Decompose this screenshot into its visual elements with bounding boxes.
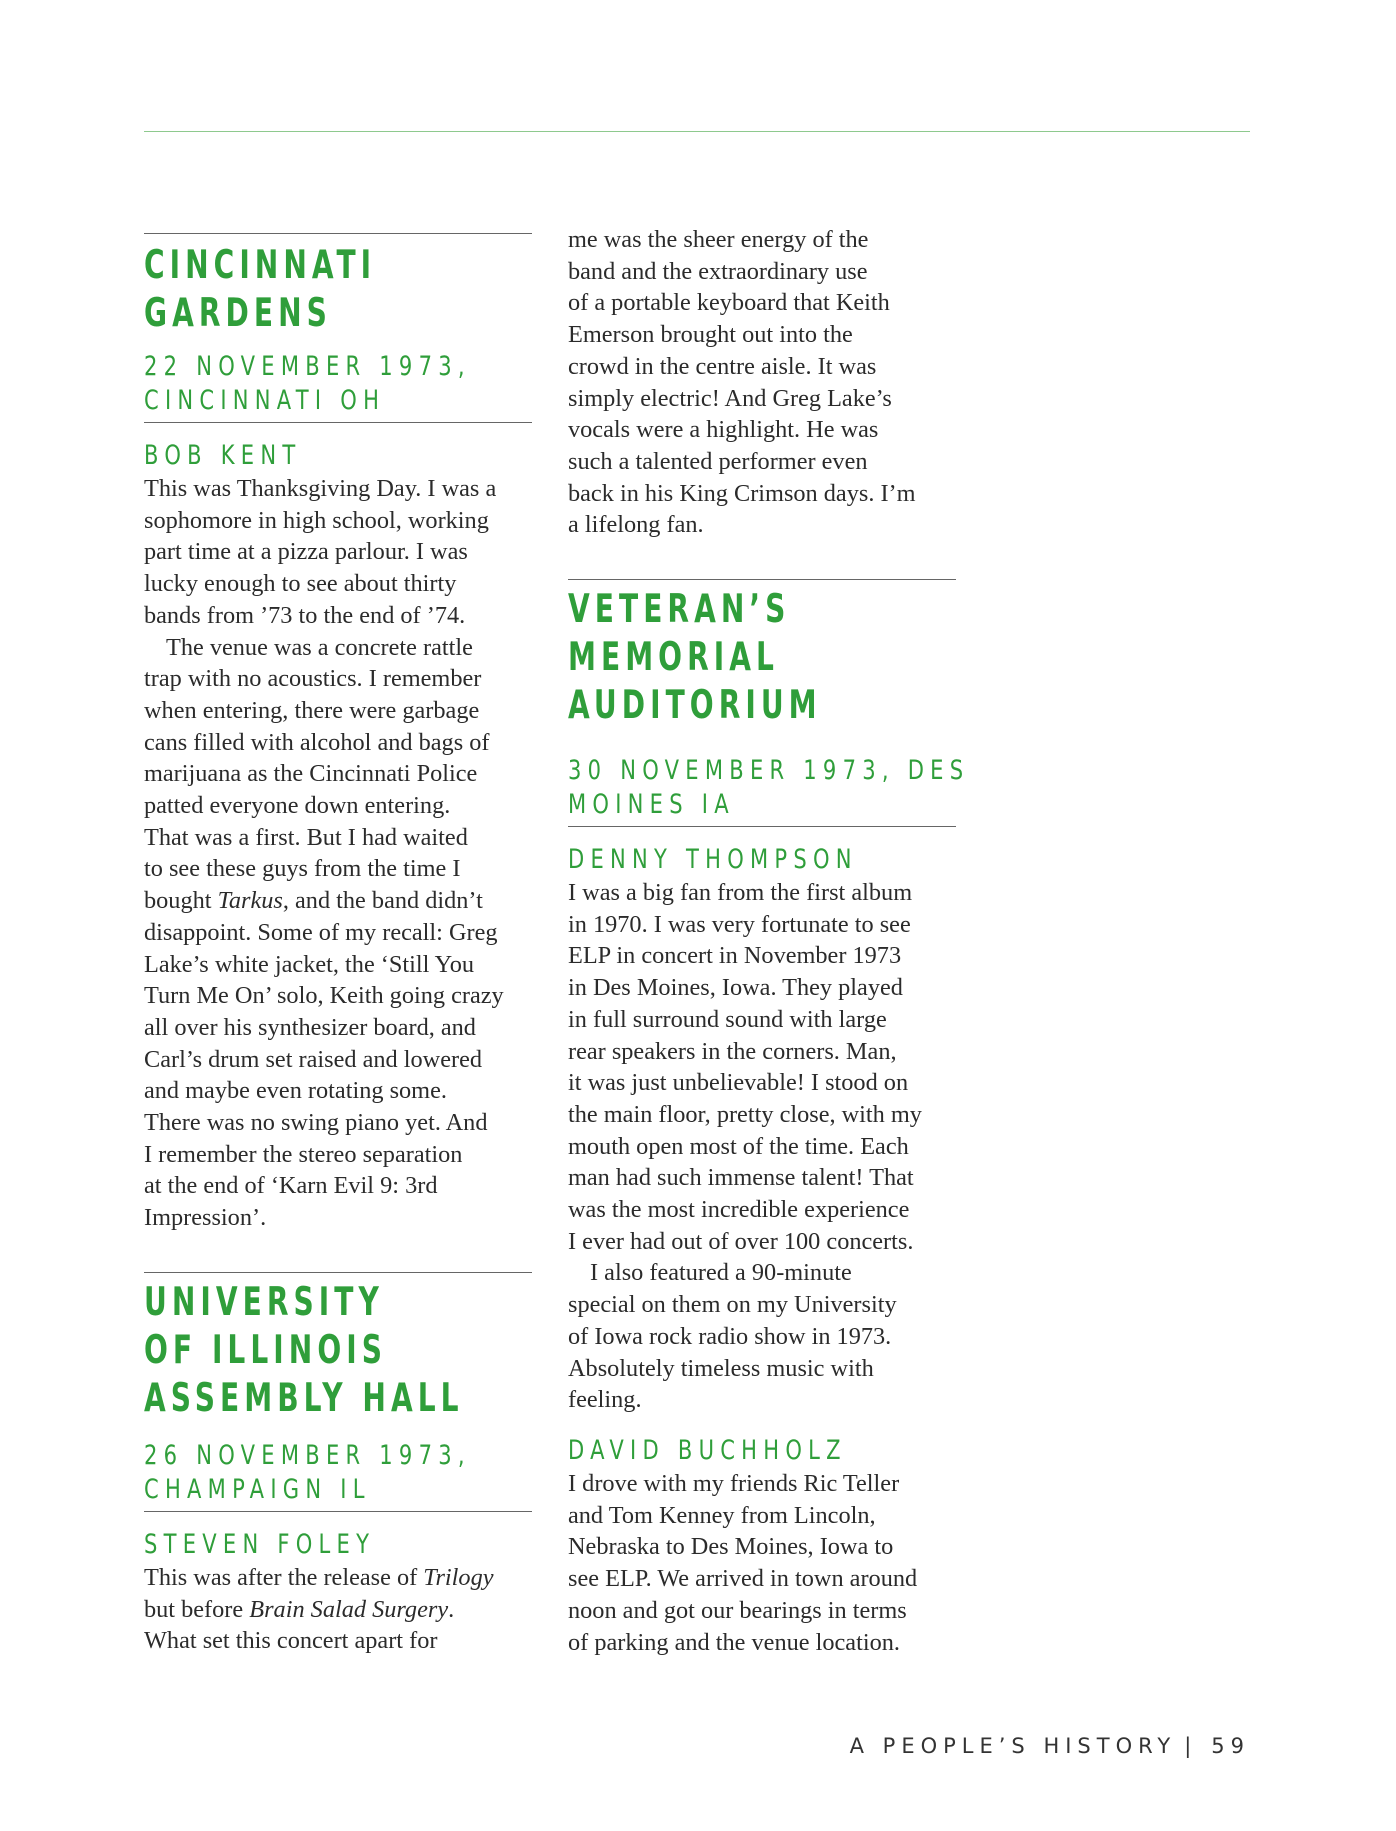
album-title: Tarkus xyxy=(217,887,283,915)
text-line: it was just unbelievable! I stood on xyxy=(568,1069,909,1097)
text-line: back in his King Crimson days. I’m xyxy=(568,479,916,507)
text-line: Carl’s drum set raised and lowered xyxy=(144,1045,483,1073)
text-line: such a talented performer even xyxy=(568,447,868,475)
text-line: Nebraska to Des Moines, Iowa to xyxy=(568,1533,894,1561)
text-line: The venue was a concrete rattle xyxy=(166,633,473,661)
story-text xyxy=(568,877,956,1416)
text-line: Impression’. xyxy=(144,1204,267,1232)
left-column xyxy=(144,233,532,1657)
paragraph-1 xyxy=(568,877,956,1257)
text-line: special on them on my University xyxy=(568,1291,897,1319)
text-line: Turn Me On’ solo, Keith going crazy xyxy=(144,982,504,1010)
text-line: rear speakers in the corners. Man, xyxy=(568,1037,897,1065)
paragraph-1 xyxy=(144,473,532,632)
text-line: when entering, there were garbage xyxy=(144,696,480,724)
text-line: Absolutely timeless music with xyxy=(568,1354,874,1382)
text-line: noon and got our bearings in terms xyxy=(568,1596,907,1624)
story-text xyxy=(144,473,532,1234)
story-text-continued xyxy=(568,224,956,541)
text-line: I drove with my friends Ric Teller xyxy=(568,1469,900,1497)
text-line: bought Tarkus, and the band didn’t xyxy=(144,887,483,915)
text-line: band and the extraordinary use xyxy=(568,257,868,285)
text-line: I ever had out of over 100 concerts. xyxy=(568,1227,914,1255)
story-text xyxy=(568,1468,956,1658)
page-number: 59 xyxy=(1211,1734,1250,1758)
text-line: cans filled with alcohol and bags of xyxy=(144,728,490,756)
text-line: mouth open most of the time. Each xyxy=(568,1132,909,1160)
book-title: A PEOPLE’S HISTORY xyxy=(849,1734,1177,1758)
author-name: DAVID BUCHHOLZ xyxy=(568,1434,847,1466)
text-line: all over his synthesizer board, and xyxy=(144,1013,476,1041)
text-line: disappoint. Some of my recall: Greg xyxy=(144,918,498,946)
text-line: I also featured a 90-minute xyxy=(590,1259,852,1287)
text-line: in 1970. I was very fortunate to see xyxy=(568,910,911,938)
author-name: STEVEN FOLEY xyxy=(144,1528,376,1560)
story-text xyxy=(144,1562,532,1657)
author-name: DENNY THOMPSON xyxy=(568,844,858,876)
text-line: There was no swing piano yet. And xyxy=(144,1109,488,1137)
text-line: vocals were a highlight. He was xyxy=(568,416,879,444)
venue-heading: CINCINNATI GARDENS xyxy=(144,243,377,336)
text-line: bands from ’73 to the end of ’74. xyxy=(144,601,466,629)
text-line: trap with no acoustics. I remember xyxy=(144,665,482,693)
album-title: Trilogy xyxy=(423,1563,494,1591)
text-line: feeling. xyxy=(568,1386,642,1414)
text-line: simply electric! And Greg Lake’s xyxy=(568,384,892,412)
top-rule xyxy=(144,131,1250,132)
footer-separator: | xyxy=(1184,1734,1198,1758)
text-line: patted everyone down entering. xyxy=(144,792,451,820)
text-line: Lake’s white jacket, the ‘Still You xyxy=(144,950,474,978)
text-line: but before Brain Salad Surgery. xyxy=(144,1595,455,1623)
page-footer xyxy=(850,1734,1250,1758)
text-line: me was the sheer energy of the xyxy=(568,226,869,253)
middle-column xyxy=(568,224,970,1658)
text-line: in Des Moines, Iowa. They played xyxy=(568,974,903,1002)
text-line: sophomore in high school, working xyxy=(144,506,489,534)
album-title: Brain Salad Surgery xyxy=(249,1595,449,1623)
text-line: of Iowa rock radio show in 1973. xyxy=(568,1322,892,1350)
text-line: crowd in the centre aisle. It was xyxy=(568,352,877,380)
text-line: This was after the release of Trilogy xyxy=(144,1563,494,1591)
text-line: and maybe even rotating some. xyxy=(144,1077,447,1105)
text-line: I remember the stereo separation xyxy=(144,1140,463,1168)
text-line: was the most incredible experience xyxy=(568,1196,910,1224)
text-line: to see these guys from the time I xyxy=(144,855,461,883)
text-line: man had such immense talent! That xyxy=(568,1164,914,1192)
text-line: part time at a pizza parlour. I was xyxy=(144,538,468,566)
text-line: see ELP. We arrived in town around xyxy=(568,1565,918,1593)
venue-heading: UNIVERSITY OF ILLINOIS ASSEMBLY HALL xyxy=(144,1279,464,1421)
text-line: the main floor, pretty close, with my xyxy=(568,1100,922,1128)
text-line: a lifelong fan. xyxy=(568,511,704,539)
text-line: ELP in concert in November 1973 xyxy=(568,942,902,970)
text-line: That was a first. But I had waited xyxy=(144,823,468,851)
text-line: of parking and the venue location. xyxy=(568,1628,900,1656)
text-line: What set this concert apart for xyxy=(144,1627,438,1655)
text-line: lucky enough to see about thirty xyxy=(144,570,457,598)
text-line: and Tom Kenney from Lincoln, xyxy=(568,1501,876,1529)
text-line: marijuana as the Cincinnati Police xyxy=(144,760,478,788)
text-line: in full surround sound with large xyxy=(568,1005,887,1033)
text-line: Emerson brought out into the xyxy=(568,321,853,349)
paragraph-2 xyxy=(144,632,532,1234)
author-name: BOB KENT xyxy=(144,440,302,471)
concert-date: 22 NOVEMBER 1973, CINCINNATI OH xyxy=(144,351,471,416)
text-line: of a portable keyboard that Keith xyxy=(568,289,890,317)
venue-heading: VETERAN’S MEMORIAL AUDITORIUM xyxy=(568,587,822,729)
text-line: I was a big fan from the first album xyxy=(568,879,913,907)
text-line: at the end of ‘Karn Evil 9: 3rd xyxy=(144,1172,438,1200)
concert-date: 30 NOVEMBER 1973, DES MOINES IA xyxy=(568,755,970,821)
concert-date: 26 NOVEMBER 1973, CHAMPAIGN IL xyxy=(144,1439,471,1505)
text-line: This was Thanksgiving Day. I was a xyxy=(144,475,497,502)
paragraph-2 xyxy=(568,1257,956,1416)
